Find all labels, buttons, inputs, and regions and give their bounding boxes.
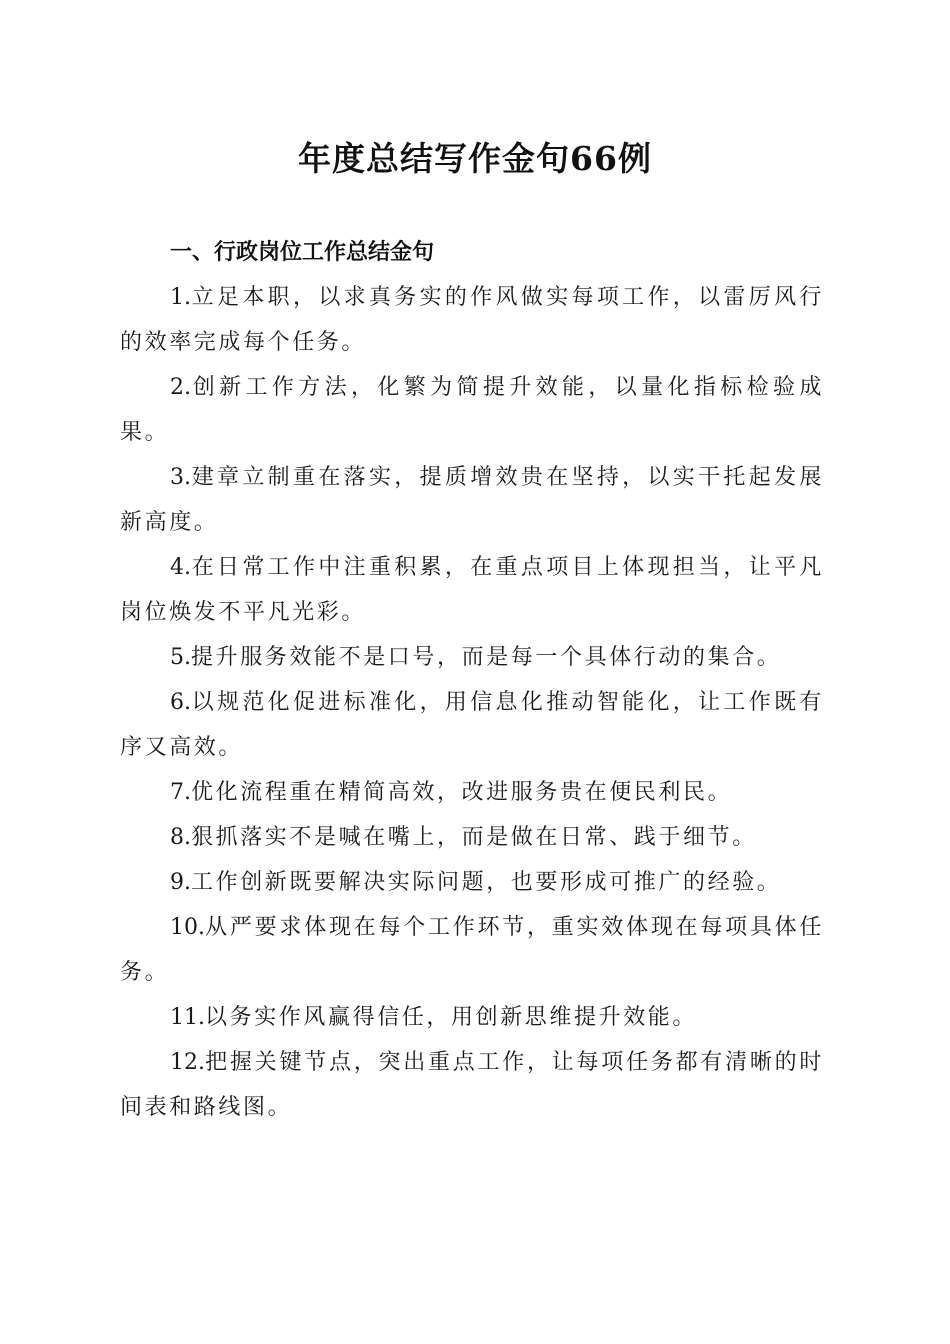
item-text: 在日常工作中注重积累，在重点项目上体现担当，让平凡岗位焕发不平凡光彩。 xyxy=(120,555,824,625)
item-number: 6. xyxy=(170,690,191,715)
list-item xyxy=(120,1040,824,1130)
list-item xyxy=(120,770,824,815)
item-text: 以务实作风赢得信任，用创新思维提升效能。 xyxy=(205,1005,698,1030)
list-item xyxy=(120,995,824,1040)
item-number: 4. xyxy=(170,555,191,580)
list-item xyxy=(120,545,824,635)
item-number: 8. xyxy=(170,825,191,850)
section-heading: 一、行政岗位工作总结金句 xyxy=(170,240,435,265)
list-item xyxy=(120,680,824,770)
item-number: 7. xyxy=(170,780,191,805)
item-number: 2. xyxy=(170,375,191,400)
list-item xyxy=(120,365,824,455)
item-text: 立足本职，以求真务实的作风做实每项工作，以雷厉风行的效率完成每个任务。 xyxy=(120,285,824,355)
item-number: 1. xyxy=(170,285,191,310)
list-item xyxy=(120,860,824,905)
document-body xyxy=(120,230,824,1130)
item-text: 创新工作方法，化繁为简提升效能，以量化指标检验成果。 xyxy=(120,375,824,445)
list-item xyxy=(120,275,824,365)
item-text: 把握关键节点，突出重点工作，让每项任务都有清晰的时间表和路线图。 xyxy=(120,1050,824,1120)
item-text: 以规范化促进标准化，用信息化推动智能化，让工作既有序又高效。 xyxy=(120,690,824,760)
item-number: 12. xyxy=(170,1050,205,1075)
item-text: 优化流程重在精简高效，改进服务贵在便民利民。 xyxy=(191,780,733,805)
item-text: 提升服务效能不是口号，而是每一个具体行动的集合。 xyxy=(191,645,782,670)
item-number: 11. xyxy=(170,1005,205,1030)
item-number: 3. xyxy=(170,465,191,490)
document-title: 年度总结写作金句66例 xyxy=(298,139,652,178)
item-text: 工作创新既要解决实际问题，也要形成可推广的经验。 xyxy=(191,870,782,895)
item-number: 9. xyxy=(170,870,191,895)
list-item xyxy=(120,905,824,995)
item-text: 建章立制重在落实，提质增效贵在坚持，以实干托起发展新高度。 xyxy=(120,465,824,535)
list-item xyxy=(120,815,824,860)
item-number: 5. xyxy=(170,645,191,670)
item-text: 狠抓落实不是喊在嘴上，而是做在日常、践于细节。 xyxy=(191,825,757,850)
list-item xyxy=(120,455,824,545)
item-number: 10. xyxy=(170,915,205,940)
list-item xyxy=(120,635,824,680)
item-text: 从严要求体现在每个工作环节，重实效体现在每项具体任务。 xyxy=(120,915,824,985)
